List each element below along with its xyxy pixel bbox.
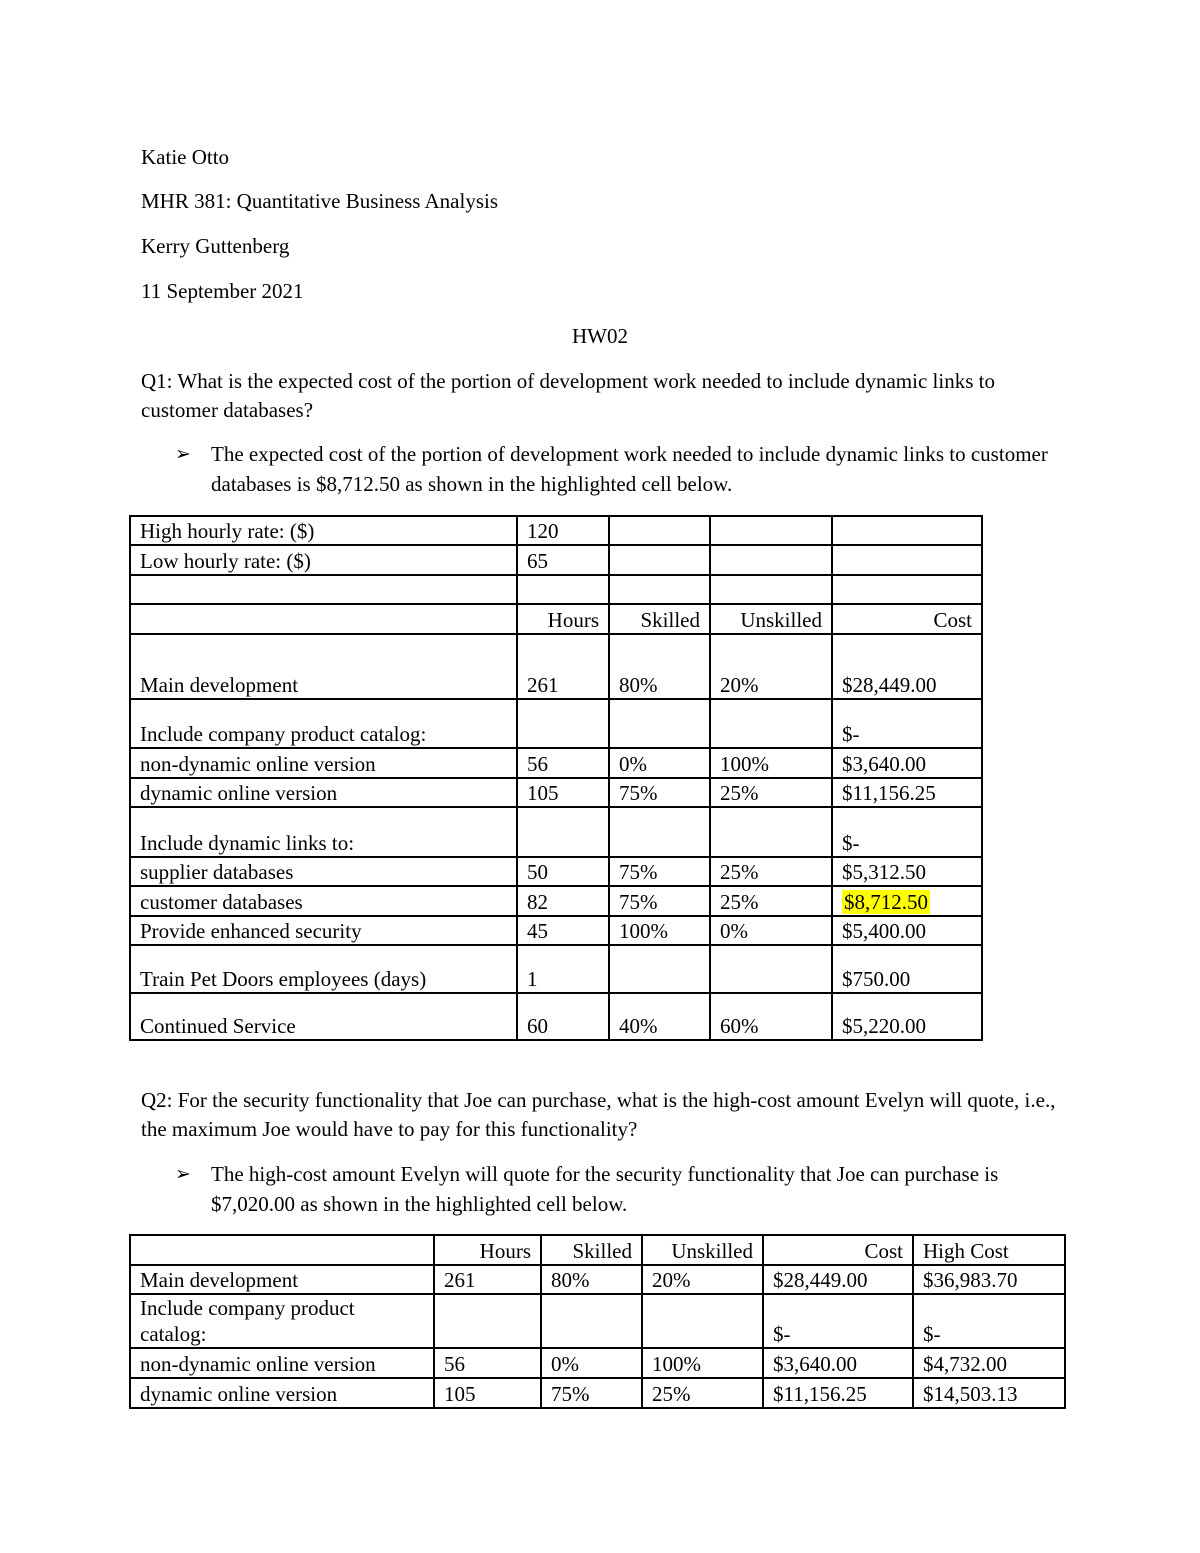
table-cell: 0% xyxy=(609,748,710,778)
cost-table-2 xyxy=(129,1234,1066,1409)
table-cell xyxy=(832,575,982,604)
table-cell: $14,503.13 xyxy=(913,1378,1065,1408)
column-header-skilled: Skilled xyxy=(541,1235,642,1265)
table-cell xyxy=(710,807,832,857)
table-cell: Include dynamic links to: xyxy=(130,807,517,857)
table-cell xyxy=(130,1235,434,1265)
table-row xyxy=(130,699,982,748)
table-cell: $5,220.00 xyxy=(832,993,982,1040)
table-cell: 80% xyxy=(541,1265,642,1294)
table-cell: $750.00 xyxy=(832,945,982,993)
table-cell: High hourly rate: ($) xyxy=(130,516,517,545)
column-header-skilled: Skilled xyxy=(609,604,710,634)
answer-2-text: The high-cost amount Evelyn will quote for the security functionality that Joe can purchase is $7,020.00 as shown in the highlighted cell below. xyxy=(211,1162,999,1216)
table-cell: $- xyxy=(832,807,982,857)
table-cell xyxy=(541,1294,642,1348)
table-cell: Main development xyxy=(130,634,517,699)
table-cell: 45 xyxy=(517,916,609,945)
table-cell: Train Pet Doors employees (days) xyxy=(130,945,517,993)
cost-table-1 xyxy=(129,515,983,1041)
table-cell xyxy=(609,575,710,604)
table-cell: 75% xyxy=(609,857,710,886)
table-cell xyxy=(517,807,609,857)
table-cell: 100% xyxy=(710,748,832,778)
table-cell: 105 xyxy=(517,778,609,807)
course-name: MHR 381: Quantitative Business Analysis xyxy=(141,189,498,213)
table-cell: 56 xyxy=(434,1348,541,1378)
table-cell: 40% xyxy=(609,993,710,1040)
question-2: Q2: For the security functionality that Joe can purchase, what is the high-cost amount Evelyn will quote, i.e., the maximum Joe would have to pay for this functionality? xyxy=(141,1088,1056,1141)
answer-1 xyxy=(175,439,1075,499)
question-1: Q1: What is the expected cost of the portion of development work needed to include dynamic links to customer databases? xyxy=(141,369,995,422)
table-cell: $5,312.50 xyxy=(832,857,982,886)
table-cell xyxy=(609,516,710,545)
table-cell: 56 xyxy=(517,748,609,778)
table-cell xyxy=(609,699,710,748)
answer-2 xyxy=(175,1159,1075,1219)
table-cell xyxy=(642,1294,763,1348)
table-cell: supplier databases xyxy=(130,857,517,886)
instructor-name: Kerry Guttenberg xyxy=(141,234,290,258)
table-cell xyxy=(609,945,710,993)
table-cell: Provide enhanced security xyxy=(130,916,517,945)
table-cell: $28,449.00 xyxy=(763,1265,913,1294)
column-header-high-cost: High Cost xyxy=(913,1235,1065,1265)
table-row xyxy=(130,516,982,545)
table-cell: dynamic online version xyxy=(130,1378,434,1408)
table-cell: $11,156.25 xyxy=(832,778,982,807)
table-cell: 75% xyxy=(541,1378,642,1408)
column-header-unskilled: Unskilled xyxy=(642,1235,763,1265)
table-cell: 75% xyxy=(609,778,710,807)
table-cell: 65 xyxy=(517,545,609,575)
student-name: Katie Otto xyxy=(141,145,230,169)
table-cell: $28,449.00 xyxy=(832,634,982,699)
table-cell: $- xyxy=(913,1294,1065,1348)
table-cell: $3,640.00 xyxy=(763,1348,913,1378)
table-cell: 100% xyxy=(609,916,710,945)
table-row xyxy=(130,778,982,807)
table-cell: 120 xyxy=(517,516,609,545)
highlighted-cost-cell xyxy=(832,886,982,916)
column-header-hours: Hours xyxy=(434,1235,541,1265)
table-header-row xyxy=(130,604,982,634)
table-cell: Include company product catalog: xyxy=(130,1294,434,1348)
table-cell xyxy=(609,545,710,575)
column-header-cost: Cost xyxy=(832,604,982,634)
table-cell: 75% xyxy=(609,886,710,916)
table-row xyxy=(130,1265,1065,1294)
table-cell: Main development xyxy=(130,1265,434,1294)
table-cell: 20% xyxy=(710,634,832,699)
table-row xyxy=(130,1378,1065,1408)
table-cell xyxy=(710,516,832,545)
table-row xyxy=(130,857,982,886)
table-cell: 100% xyxy=(642,1348,763,1378)
table-cell xyxy=(517,575,609,604)
table-cell: non-dynamic online version xyxy=(130,1348,434,1378)
table-cell: 25% xyxy=(710,857,832,886)
table-cell: $5,400.00 xyxy=(832,916,982,945)
column-header-cost: Cost xyxy=(763,1235,913,1265)
table-row xyxy=(130,916,982,945)
table-row xyxy=(130,1294,1065,1348)
table-row xyxy=(130,886,982,916)
table-cell xyxy=(832,545,982,575)
column-header-unskilled: Unskilled xyxy=(710,604,832,634)
table-cell: 261 xyxy=(517,634,609,699)
table-cell: 60 xyxy=(517,993,609,1040)
table-cell: $36,983.70 xyxy=(913,1265,1065,1294)
table-cell xyxy=(434,1294,541,1348)
table-cell: Low hourly rate: ($) xyxy=(130,545,517,575)
table-cell: $- xyxy=(763,1294,913,1348)
table-cell: 261 xyxy=(434,1265,541,1294)
column-header-hours: Hours xyxy=(517,604,609,634)
table-cell: Continued Service xyxy=(130,993,517,1040)
assignment-title: HW02 xyxy=(572,324,628,348)
table-cell: 25% xyxy=(710,778,832,807)
table-cell: 80% xyxy=(609,634,710,699)
arrow-bullet-icon: ➢ xyxy=(175,443,191,465)
table-row xyxy=(130,1348,1065,1378)
table-row xyxy=(130,993,982,1040)
table-cell: 0% xyxy=(710,916,832,945)
table-cell: non-dynamic online version xyxy=(130,748,517,778)
table-cell xyxy=(130,604,517,634)
table-cell xyxy=(832,516,982,545)
table-cell: 105 xyxy=(434,1378,541,1408)
table-cell: $3,640.00 xyxy=(832,748,982,778)
table-cell: 0% xyxy=(541,1348,642,1378)
table-cell: 60% xyxy=(710,993,832,1040)
table-cell: 20% xyxy=(642,1265,763,1294)
table-cell: customer databases xyxy=(130,886,517,916)
table-cell xyxy=(517,699,609,748)
arrow-bullet-icon: ➢ xyxy=(175,1163,191,1185)
table-cell: dynamic online version xyxy=(130,778,517,807)
table-cell: 25% xyxy=(710,886,832,916)
table-cell: 50 xyxy=(517,857,609,886)
table-cell: Include company product catalog: xyxy=(130,699,517,748)
table-cell xyxy=(130,575,517,604)
submission-date: 11 September 2021 xyxy=(141,279,304,303)
table-row xyxy=(130,634,982,699)
table-row xyxy=(130,545,982,575)
table-row xyxy=(130,575,982,604)
table-cell xyxy=(710,545,832,575)
answer-1-text: The expected cost of the portion of development work needed to include dynamic links to customer databases is $8,712.50 as shown in the highlighted cell below. xyxy=(211,442,1048,496)
highlighted-value: $8,712.50 xyxy=(844,890,928,914)
table-header-row xyxy=(130,1235,1065,1265)
table-row xyxy=(130,807,982,857)
table-cell: 25% xyxy=(642,1378,763,1408)
table-cell xyxy=(710,699,832,748)
table-cell: 1 xyxy=(517,945,609,993)
table-row xyxy=(130,748,982,778)
table-cell xyxy=(609,807,710,857)
table-cell xyxy=(710,945,832,993)
table-cell: $- xyxy=(832,699,982,748)
table-cell: $11,156.25 xyxy=(763,1378,913,1408)
table-cell xyxy=(710,575,832,604)
table-row xyxy=(130,945,982,993)
table-cell: 82 xyxy=(517,886,609,916)
table-cell: $4,732.00 xyxy=(913,1348,1065,1378)
